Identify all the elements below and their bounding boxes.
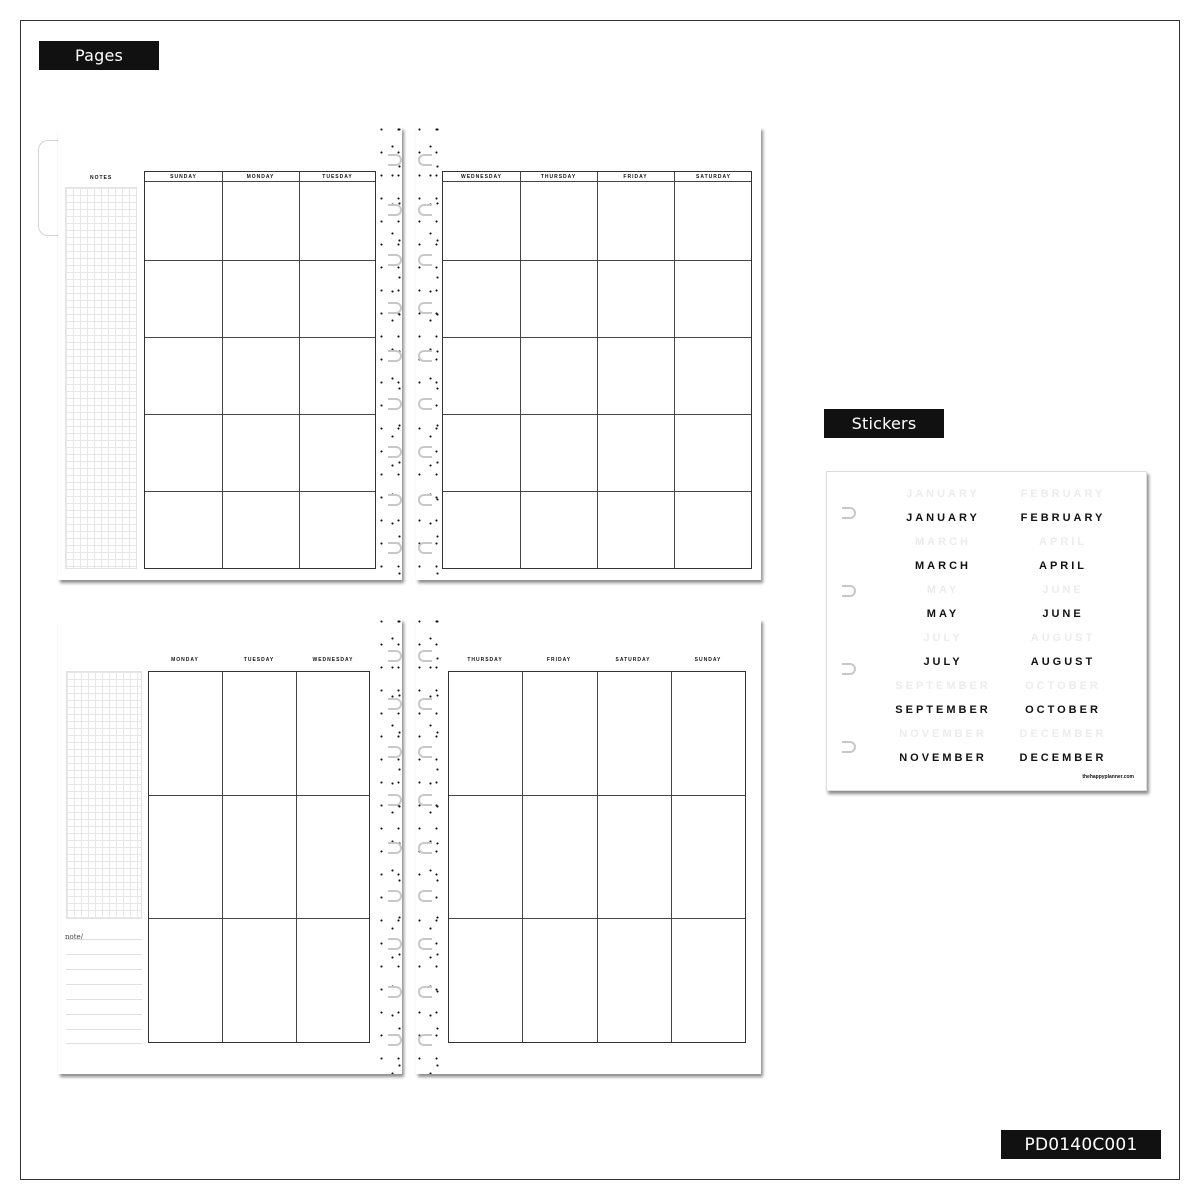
month-sticker: OCTOBER (1025, 704, 1101, 716)
day-header: FRIDAY (546, 657, 572, 663)
day-header: TUESDAY (322, 174, 353, 180)
dot-strip (416, 619, 440, 1074)
month-sticker-ghost: MAY (926, 584, 960, 596)
dot-strip (378, 127, 402, 580)
month-sticker-ghost: JUNE (1042, 584, 1084, 596)
month-sticker-ghost: JULY (923, 632, 963, 644)
month-sticker: APRIL (1039, 560, 1087, 572)
day-header: SATURDAY (615, 657, 651, 663)
monthly-right-calendar (442, 171, 752, 569)
weekly-left-calendar (148, 671, 370, 1043)
month-sticker-ghost: FEBRUARY (1020, 488, 1106, 500)
weekly-left-page (58, 619, 402, 1074)
month-sticker: SEPTEMBER (895, 704, 991, 716)
month-sticker-ghost: SEPTEMBER (895, 680, 991, 692)
note-label: note/ (65, 933, 84, 941)
notes-title: NOTES (90, 175, 113, 181)
month-sticker: AUGUST (1030, 656, 1096, 668)
day-header: SUNDAY (694, 657, 722, 663)
day-header: MONDAY (171, 657, 199, 663)
website-label: thehappyplanner.com (1082, 774, 1134, 780)
month-sticker-ghost: DECEMBER (1019, 728, 1107, 740)
day-header: THURSDAY (540, 174, 577, 180)
day-header: THURSDAY (467, 657, 503, 663)
sticker-sheet (826, 471, 1147, 791)
notes-grid (65, 187, 137, 569)
month-sticker: JUNE (1042, 608, 1084, 620)
sku-label: PD0140C001 (1001, 1130, 1161, 1159)
dot-strip (378, 619, 402, 1074)
monthly-left-page (58, 127, 402, 580)
month-sticker-ghost: AUGUST (1030, 632, 1096, 644)
dot-strip (416, 127, 440, 580)
month-sticker-ghost: OCTOBER (1025, 680, 1101, 692)
month-sticker: DECEMBER (1019, 752, 1107, 764)
weekly-right-page (416, 619, 761, 1074)
pages-label: Pages (39, 41, 159, 70)
day-header: SATURDAY (696, 174, 731, 180)
month-sticker-ghost: NOVEMBER (899, 728, 987, 740)
month-sticker: FEBRUARY (1020, 512, 1106, 524)
month-sticker: JULY (923, 656, 963, 668)
weekly-right-calendar (448, 671, 746, 1043)
weekly-notes-grid (66, 671, 142, 919)
stickers-label: Stickers (824, 409, 944, 438)
month-sticker-ghost: JANUARY (906, 488, 980, 500)
month-sticker: MARCH (915, 560, 971, 572)
month-sticker: JANUARY (906, 512, 980, 524)
day-header: TUESDAY (243, 657, 275, 663)
monthly-right-page (416, 127, 761, 580)
month-sticker: MAY (926, 608, 960, 620)
day-header: FRIDAY (623, 174, 648, 180)
month-sticker-ghost: APRIL (1039, 536, 1087, 548)
day-header: WEDNESDAY (460, 174, 503, 180)
monthly-left-calendar (144, 171, 376, 569)
note-lines (66, 939, 142, 1043)
day-header: MONDAY (246, 174, 275, 180)
month-sticker-ghost: MARCH (915, 536, 971, 548)
month-sticker: NOVEMBER (899, 752, 987, 764)
day-header: SUNDAY (170, 174, 197, 180)
day-header: WEDNESDAY (312, 657, 354, 663)
